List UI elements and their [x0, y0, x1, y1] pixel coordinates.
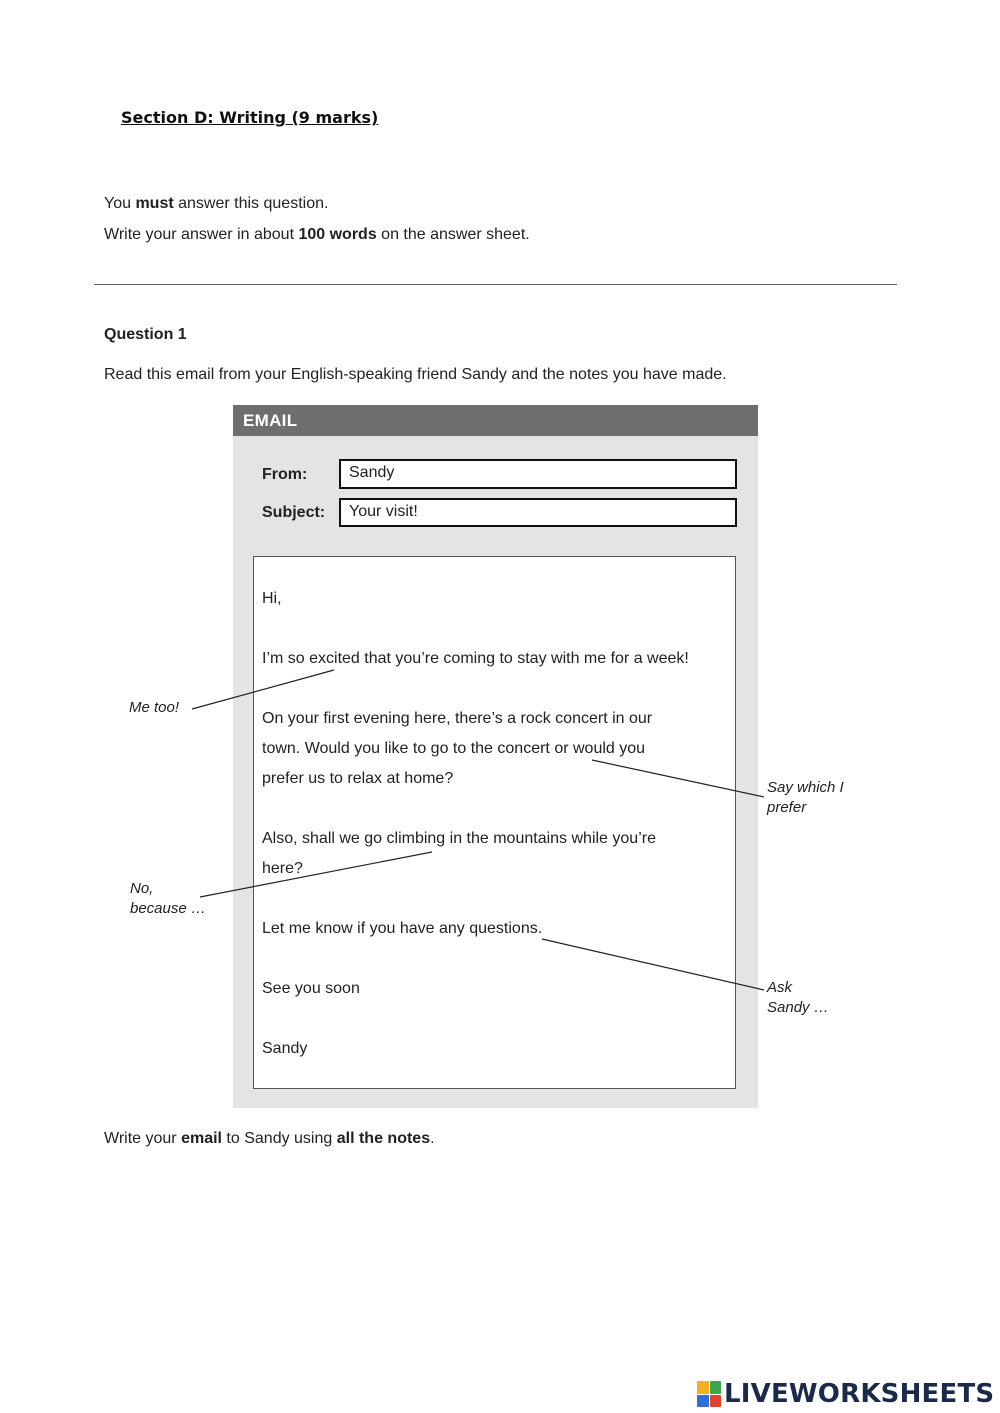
connector-no-because: [200, 852, 432, 897]
instruction-text: answer this question.: [173, 195, 329, 212]
mark-square: [697, 1381, 709, 1394]
subject-field: Your visit!: [339, 498, 737, 527]
mark-square: [710, 1395, 722, 1408]
note-line: Sandy …: [767, 999, 829, 1016]
email-line-questions: Let me know if you have any questions.: [262, 920, 543, 937]
connector-say-which: [592, 760, 764, 797]
note-ask-sandy: [767, 978, 829, 1018]
note-me-too: Me too!: [129, 699, 180, 716]
instruction-text: on the answer sheet.: [376, 226, 530, 243]
mark-square: [697, 1395, 709, 1408]
note-line: because …: [130, 900, 206, 917]
from-field: Sandy: [339, 459, 737, 489]
liveworksheets-wordmark: LIVEWORKSHEETS: [724, 1379, 995, 1409]
connector-ask-sandy: [542, 939, 764, 990]
liveworksheets-mark-icon: [697, 1381, 721, 1407]
email-line-climbing-1: Also, shall we go climbing in the mountains while you’re: [262, 830, 656, 847]
email-line-concert-1: On your first evening here, there’s a rock concert in our: [262, 710, 653, 727]
instruction-emphasis: 100 words: [298, 226, 377, 243]
email-line-excited: I’m so excited that you’re coming to stay with me for a week!: [262, 650, 689, 667]
email-line-concert-3: prefer us to relax at home?: [262, 770, 454, 787]
email-header-label: EMAIL: [243, 411, 298, 430]
connector-me-too: [192, 670, 334, 709]
writing-task-instruction: [104, 1130, 435, 1148]
instruction-text: You: [104, 195, 136, 212]
email-line-concert-2: town. Would you like to go to the concert or would you: [262, 740, 646, 757]
email-line-signature: Sandy: [262, 1040, 308, 1057]
footer-emphasis: all the notes: [336, 1130, 431, 1147]
question-title: Question 1: [104, 326, 187, 343]
liveworksheets-logo: [697, 1378, 994, 1410]
email-line-signoff: See you soon: [262, 980, 360, 997]
note-no-because: [130, 879, 206, 919]
note-line: No,: [130, 880, 154, 897]
note-say-which: [767, 778, 844, 818]
footer-text: .: [430, 1130, 435, 1147]
footer-emphasis: email: [181, 1130, 222, 1147]
note-line: Ask: [767, 979, 793, 996]
note-line: prefer: [767, 799, 807, 816]
question-intro: Read this email from your English-speaking friend Sandy and the notes you have made.: [104, 366, 727, 383]
instruction-emphasis: must: [135, 195, 174, 212]
instruction-text: Write your answer in about: [104, 226, 299, 243]
footer-text: to Sandy using: [221, 1130, 337, 1147]
mark-square: [710, 1381, 722, 1394]
section-title: Section D: Writing (9 marks): [121, 108, 379, 127]
email-line-climbing-2: here?: [262, 860, 303, 877]
note-line: Say which I: [767, 779, 844, 796]
footer-text: Write your: [104, 1130, 182, 1147]
from-label: From:: [262, 466, 308, 483]
email-line-greeting: Hi,: [262, 590, 282, 607]
subject-label: Subject:: [262, 504, 326, 521]
